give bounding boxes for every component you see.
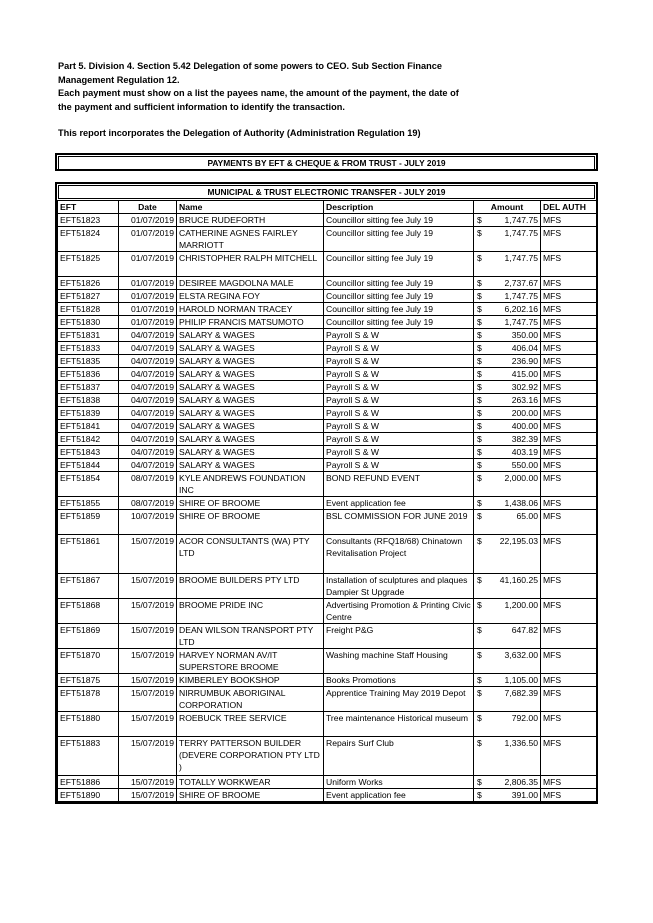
description-cell: Advertising Promotion & Printing Civic Centre	[324, 599, 474, 624]
currency-cell: $	[474, 459, 488, 472]
table-row	[58, 649, 597, 674]
amount-cell: 391.00	[488, 789, 541, 802]
payee-name-cell: TERRY PATTERSON BUILDER (DEVERE CORPORATION PTY LTD )	[177, 737, 324, 776]
eft-cell: EFT51870	[58, 649, 119, 674]
del-auth-cell: MFS	[541, 420, 597, 433]
table-row	[58, 446, 597, 459]
description-cell: Councillor sitting fee July 19	[324, 277, 474, 290]
payee-name-cell: CHRISTOPHER RALPH MITCHELL	[177, 252, 324, 277]
table-row	[58, 227, 597, 252]
currency-cell: $	[474, 342, 488, 355]
eft-cell: EFT51869	[58, 624, 119, 649]
payee-name-cell: ACOR CONSULTANTS (WA) PTY LTD	[177, 535, 324, 574]
currency-cell: $	[474, 776, 488, 789]
eft-cell: EFT51831	[58, 329, 119, 342]
description-cell: Councillor sitting fee July 19	[324, 290, 474, 303]
amount-cell: 550.00	[488, 459, 541, 472]
description-cell: Payroll S & W	[324, 446, 474, 459]
table-row	[58, 316, 597, 329]
date-cell: 04/07/2019	[119, 420, 177, 433]
del-auth-cell: MFS	[541, 459, 597, 472]
header-amount: Amount	[474, 201, 541, 214]
description-cell: Councillor sitting fee July 19	[324, 214, 474, 227]
date-cell: 15/07/2019	[119, 535, 177, 574]
currency-cell: $	[474, 355, 488, 368]
amount-cell: 236.90	[488, 355, 541, 368]
table-row	[58, 789, 597, 802]
currency-cell: $	[474, 472, 488, 497]
eft-cell: EFT51855	[58, 497, 119, 510]
description-cell: Event application fee	[324, 789, 474, 802]
intro-line: Part 5. Division 4. Section 5.42 Delegation of some powers to CEO. Sub Section Finance	[58, 61, 442, 71]
header-del-auth: DEL AUTH	[541, 201, 597, 214]
currency-cell: $	[474, 420, 488, 433]
amount-cell: 1,747.75	[488, 214, 541, 227]
eft-cell: EFT51842	[58, 433, 119, 446]
payee-name-cell: NIRRUMBUK ABORIGINAL CORPORATION	[177, 687, 324, 712]
table-row	[58, 342, 597, 355]
table-row	[58, 687, 597, 712]
table-row	[58, 535, 597, 574]
del-auth-cell: MFS	[541, 674, 597, 687]
table-row	[58, 290, 597, 303]
date-cell: 08/07/2019	[119, 472, 177, 497]
description-cell: Washing machine Staff Housing	[324, 649, 474, 674]
eft-cell: EFT51836	[58, 368, 119, 381]
eft-cell: EFT51890	[58, 789, 119, 802]
eft-table-title: MUNICIPAL & TRUST ELECTRONIC TRANSFER - JULY 2019	[58, 185, 595, 199]
eft-cell: EFT51844	[58, 459, 119, 472]
amount-cell: 1,747.75	[488, 316, 541, 329]
payee-name-cell: BROOME PRIDE INC	[177, 599, 324, 624]
payee-name-cell: SALARY & WAGES	[177, 381, 324, 394]
payee-name-cell: KIMBERLEY BOOKSHOP	[177, 674, 324, 687]
del-auth-cell: MFS	[541, 497, 597, 510]
del-auth-cell: MFS	[541, 624, 597, 649]
del-auth-cell: MFS	[541, 712, 597, 737]
payee-name-cell: SALARY & WAGES	[177, 407, 324, 420]
del-auth-cell: MFS	[541, 214, 597, 227]
amount-cell: 1,438.06	[488, 497, 541, 510]
amount-cell: 65.00	[488, 510, 541, 535]
del-auth-cell: MFS	[541, 277, 597, 290]
currency-cell: $	[474, 368, 488, 381]
del-auth-cell: MFS	[541, 446, 597, 459]
payee-name-cell: ROEBUCK TREE SERVICE	[177, 712, 324, 737]
eft-cell: EFT51861	[58, 535, 119, 574]
table-row	[58, 252, 597, 277]
table-row	[58, 510, 597, 535]
del-auth-cell: MFS	[541, 355, 597, 368]
table-row	[58, 574, 597, 599]
amount-cell: 403.19	[488, 446, 541, 459]
amount-cell: 41,160.25	[488, 574, 541, 599]
amount-cell: 1,336.50	[488, 737, 541, 776]
payee-name-cell: SALARY & WAGES	[177, 368, 324, 381]
eft-cell: EFT51878	[58, 687, 119, 712]
eft-cell: EFT51839	[58, 407, 119, 420]
payee-name-cell: BROOME BUILDERS PTY LTD	[177, 574, 324, 599]
amount-cell: 3,632.00	[488, 649, 541, 674]
description-cell: BOND REFUND EVENT	[324, 472, 474, 497]
currency-cell: $	[474, 303, 488, 316]
date-cell: 04/07/2019	[119, 407, 177, 420]
del-auth-cell: MFS	[541, 316, 597, 329]
currency-cell: $	[474, 381, 488, 394]
description-cell: Consultants (RFQ18/68) Chinatown Revitalisation Project	[324, 535, 474, 574]
payee-name-cell: SALARY & WAGES	[177, 459, 324, 472]
date-cell: 15/07/2019	[119, 649, 177, 674]
del-auth-cell: MFS	[541, 329, 597, 342]
description-cell: Payroll S & W	[324, 368, 474, 381]
description-cell: Councillor sitting fee July 19	[324, 227, 474, 252]
del-auth-cell: MFS	[541, 737, 597, 776]
date-cell: 04/07/2019	[119, 329, 177, 342]
eft-cell: EFT51886	[58, 776, 119, 789]
payee-name-cell: HARVEY NORMAN AV/IT SUPERSTORE BROOME	[177, 649, 324, 674]
table-body	[58, 214, 597, 802]
eft-cell: EFT51859	[58, 510, 119, 535]
header-eft: EFT	[58, 201, 119, 214]
payee-name-cell: PHILIP FRANCIS MATSUMOTO	[177, 316, 324, 329]
del-auth-cell: MFS	[541, 381, 597, 394]
header-date: Date	[119, 201, 177, 214]
amount-cell: 2,000.00	[488, 472, 541, 497]
payee-name-cell: SALARY & WAGES	[177, 420, 324, 433]
amount-cell: 400.00	[488, 420, 541, 433]
table-row	[58, 355, 597, 368]
header-name: Name	[177, 201, 324, 214]
eft-cell: EFT51825	[58, 252, 119, 277]
date-cell: 08/07/2019	[119, 497, 177, 510]
amount-cell: 22,195.03	[488, 535, 541, 574]
description-cell: Installation of sculptures and plaques Dampier St Upgrade	[324, 574, 474, 599]
table-row	[58, 433, 597, 446]
description-cell: Freight P&G	[324, 624, 474, 649]
amount-cell: 792.00	[488, 712, 541, 737]
description-cell: Payroll S & W	[324, 355, 474, 368]
intro-line: This report incorporates the Delegation of Authority (Administration Regulation 19)	[58, 128, 421, 139]
eft-cell: EFT51843	[58, 446, 119, 459]
payments-banner	[55, 153, 598, 171]
date-cell: 01/07/2019	[119, 303, 177, 316]
eft-cell: EFT51830	[58, 316, 119, 329]
table-row	[58, 459, 597, 472]
description-cell: Books Promotions	[324, 674, 474, 687]
table-row	[58, 624, 597, 649]
date-cell: 04/07/2019	[119, 394, 177, 407]
date-cell: 15/07/2019	[119, 624, 177, 649]
amount-cell: 302.92	[488, 381, 541, 394]
del-auth-cell: MFS	[541, 472, 597, 497]
amount-cell: 647.82	[488, 624, 541, 649]
date-cell: 04/07/2019	[119, 342, 177, 355]
amount-cell: 1,105.00	[488, 674, 541, 687]
amount-cell: 6,202.16	[488, 303, 541, 316]
amount-cell: 350.00	[488, 329, 541, 342]
date-cell: 04/07/2019	[119, 433, 177, 446]
eft-cell: EFT51854	[58, 472, 119, 497]
currency-cell: $	[474, 674, 488, 687]
payee-name-cell: BRUCE RUDEFORTH	[177, 214, 324, 227]
payee-name-cell: SALARY & WAGES	[177, 355, 324, 368]
amount-cell: 1,200.00	[488, 599, 541, 624]
eft-cell: EFT51880	[58, 712, 119, 737]
del-auth-cell: MFS	[541, 394, 597, 407]
date-cell: 15/07/2019	[119, 712, 177, 737]
date-cell: 15/07/2019	[119, 687, 177, 712]
intro-line: Each payment must show on a list the payees name, the amount of the payment, the date of	[58, 88, 459, 99]
date-cell: 04/07/2019	[119, 381, 177, 394]
currency-cell: $	[474, 252, 488, 277]
date-cell: 01/07/2019	[119, 214, 177, 227]
description-cell: Payroll S & W	[324, 420, 474, 433]
description-cell: Payroll S & W	[324, 342, 474, 355]
date-cell: 15/07/2019	[119, 737, 177, 776]
amount-cell: 1,747.75	[488, 252, 541, 277]
currency-cell: $	[474, 394, 488, 407]
table-row	[58, 776, 597, 789]
eft-cell: EFT51868	[58, 599, 119, 624]
amount-cell: 1,747.75	[488, 290, 541, 303]
currency-cell: $	[474, 789, 488, 802]
currency-cell: $	[474, 535, 488, 574]
description-cell: Councillor sitting fee July 19	[324, 316, 474, 329]
date-cell: 15/07/2019	[119, 789, 177, 802]
del-auth-cell: MFS	[541, 789, 597, 802]
amount-cell: 382.39	[488, 433, 541, 446]
table-row	[58, 381, 597, 394]
payee-name-cell: DEAN WILSON TRANSPORT PTY LTD	[177, 624, 324, 649]
currency-cell: $	[474, 574, 488, 599]
table-row	[58, 712, 597, 737]
eft-cell: EFT51867	[58, 574, 119, 599]
eft-cell: EFT51838	[58, 394, 119, 407]
table-row	[58, 407, 597, 420]
del-auth-cell: MFS	[541, 687, 597, 712]
description-cell: Payroll S & W	[324, 394, 474, 407]
del-auth-cell: MFS	[541, 599, 597, 624]
payee-name-cell: KYLE ANDREWS FOUNDATION INC	[177, 472, 324, 497]
currency-cell: $	[474, 329, 488, 342]
intro-text	[58, 60, 478, 141]
currency-cell: $	[474, 407, 488, 420]
del-auth-cell: MFS	[541, 649, 597, 674]
table-row	[58, 394, 597, 407]
table-row	[58, 737, 597, 776]
payee-name-cell: SALARY & WAGES	[177, 446, 324, 459]
description-cell: Tree maintenance Historical museum	[324, 712, 474, 737]
del-auth-cell: MFS	[541, 368, 597, 381]
eft-cell: EFT51837	[58, 381, 119, 394]
table-row	[58, 329, 597, 342]
table-row	[58, 420, 597, 433]
del-auth-cell: MFS	[541, 252, 597, 277]
eft-cell: EFT51833	[58, 342, 119, 355]
date-cell: 04/07/2019	[119, 368, 177, 381]
del-auth-cell: MFS	[541, 535, 597, 574]
del-auth-cell: MFS	[541, 342, 597, 355]
description-cell: Councillor sitting fee July 19	[324, 303, 474, 316]
eft-cell: EFT51826	[58, 277, 119, 290]
table-row	[58, 368, 597, 381]
payee-name-cell: SALARY & WAGES	[177, 394, 324, 407]
date-cell: 04/07/2019	[119, 459, 177, 472]
payments-banner-title: PAYMENTS BY EFT & CHEQUE & FROM TRUST - JULY 2019	[58, 156, 595, 170]
amount-cell: 2,737.67	[488, 277, 541, 290]
amount-cell: 415.00	[488, 368, 541, 381]
currency-cell: $	[474, 712, 488, 737]
date-cell: 15/07/2019	[119, 776, 177, 789]
currency-cell: $	[474, 649, 488, 674]
amount-cell: 263.16	[488, 394, 541, 407]
description-cell: Payroll S & W	[324, 329, 474, 342]
eft-cell: EFT51841	[58, 420, 119, 433]
description-cell: Uniform Works	[324, 776, 474, 789]
eft-table	[57, 200, 597, 802]
currency-cell: $	[474, 687, 488, 712]
intro-line: Management Regulation 12.	[58, 74, 180, 85]
date-cell: 01/07/2019	[119, 290, 177, 303]
eft-cell: EFT51828	[58, 303, 119, 316]
description-cell: Payroll S & W	[324, 459, 474, 472]
table-row	[58, 277, 597, 290]
del-auth-cell: MFS	[541, 227, 597, 252]
eft-cell: EFT51875	[58, 674, 119, 687]
payee-name-cell: SALARY & WAGES	[177, 433, 324, 446]
payee-name-cell: TOTALLY WORKWEAR	[177, 776, 324, 789]
payee-name-cell: ELSTA REGINA FOY	[177, 290, 324, 303]
payee-name-cell: SHIRE OF BROOME	[177, 789, 324, 802]
table-row	[58, 599, 597, 624]
table-row	[58, 472, 597, 497]
eft-cell: EFT51827	[58, 290, 119, 303]
description-cell: Repairs Surf Club	[324, 737, 474, 776]
eft-cell: EFT51835	[58, 355, 119, 368]
date-cell: 15/07/2019	[119, 674, 177, 687]
currency-cell: $	[474, 510, 488, 535]
description-cell: Payroll S & W	[324, 433, 474, 446]
del-auth-cell: MFS	[541, 290, 597, 303]
del-auth-cell: MFS	[541, 510, 597, 535]
currency-cell: $	[474, 446, 488, 459]
date-cell: 15/07/2019	[119, 599, 177, 624]
currency-cell: $	[474, 316, 488, 329]
table-row	[58, 497, 597, 510]
date-cell: 15/07/2019	[119, 574, 177, 599]
payee-name-cell: DESIREE MAGDOLNA MALE	[177, 277, 324, 290]
amount-cell: 406.04	[488, 342, 541, 355]
del-auth-cell: MFS	[541, 303, 597, 316]
date-cell: 01/07/2019	[119, 277, 177, 290]
eft-table-container	[55, 182, 598, 804]
description-cell: Councillor sitting fee July 19	[324, 252, 474, 277]
currency-cell: $	[474, 433, 488, 446]
del-auth-cell: MFS	[541, 574, 597, 599]
payee-name-cell: SHIRE OF BROOME	[177, 497, 324, 510]
payee-name-cell: SALARY & WAGES	[177, 342, 324, 355]
amount-cell: 1,747.75	[488, 227, 541, 252]
description-cell: BSL COMMISSION FOR JUNE 2019	[324, 510, 474, 535]
currency-cell: $	[474, 624, 488, 649]
description-cell: Payroll S & W	[324, 381, 474, 394]
intro-line: the payment and sufficient information to identify the transaction.	[58, 101, 345, 112]
payee-name-cell: SALARY & WAGES	[177, 329, 324, 342]
eft-cell: EFT51824	[58, 227, 119, 252]
del-auth-cell: MFS	[541, 433, 597, 446]
table-row	[58, 303, 597, 316]
currency-cell: $	[474, 599, 488, 624]
payee-name-cell: HAROLD NORMAN TRACEY	[177, 303, 324, 316]
del-auth-cell: MFS	[541, 407, 597, 420]
eft-cell: EFT51883	[58, 737, 119, 776]
description-cell: Apprentice Training May 2019 Depot	[324, 687, 474, 712]
amount-cell: 200.00	[488, 407, 541, 420]
table-row	[58, 214, 597, 227]
description-cell: Payroll S & W	[324, 407, 474, 420]
eft-cell: EFT51823	[58, 214, 119, 227]
amount-cell: 7,682.39	[488, 687, 541, 712]
description-cell: Event application fee	[324, 497, 474, 510]
date-cell: 01/07/2019	[119, 316, 177, 329]
date-cell: 01/07/2019	[119, 252, 177, 277]
currency-cell: $	[474, 214, 488, 227]
table-header-row	[58, 201, 597, 214]
currency-cell: $	[474, 290, 488, 303]
header-description: Description	[324, 201, 474, 214]
del-auth-cell: MFS	[541, 776, 597, 789]
date-cell: 10/07/2019	[119, 510, 177, 535]
table-row	[58, 674, 597, 687]
currency-cell: $	[474, 277, 488, 290]
payee-name-cell: CATHERINE AGNES FAIRLEY MARRIOTT	[177, 227, 324, 252]
date-cell: 01/07/2019	[119, 227, 177, 252]
payee-name-cell: SHIRE OF BROOME	[177, 510, 324, 535]
currency-cell: $	[474, 497, 488, 510]
amount-cell: 2,806.35	[488, 776, 541, 789]
currency-cell: $	[474, 227, 488, 252]
date-cell: 04/07/2019	[119, 446, 177, 459]
date-cell: 04/07/2019	[119, 355, 177, 368]
currency-cell: $	[474, 737, 488, 776]
